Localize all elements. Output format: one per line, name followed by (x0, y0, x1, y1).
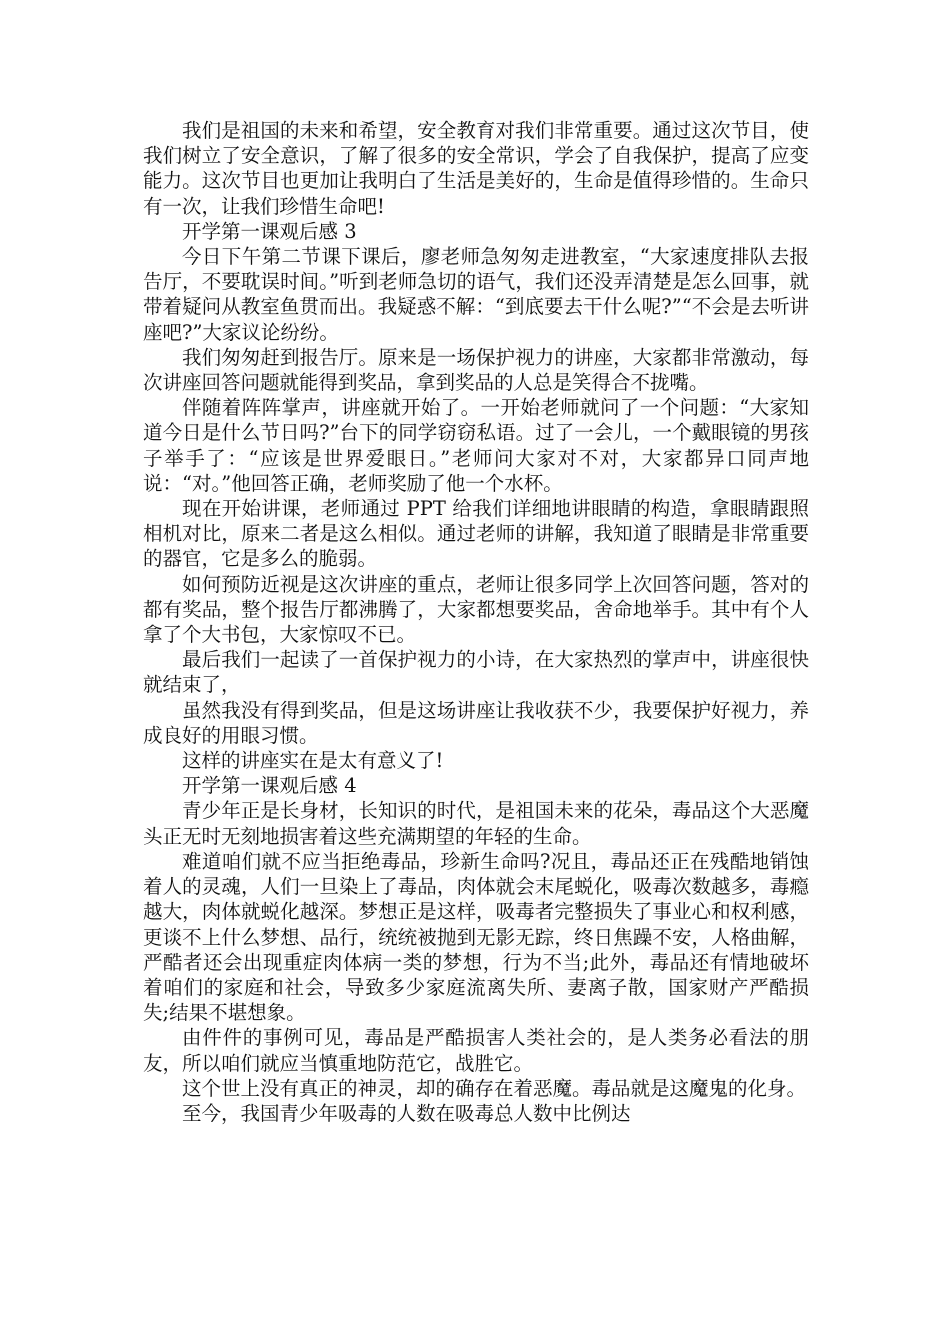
paragraph: 我们匆匆赶到报告厅。原来是一场保护视力的讲座，大家都非常激动，每次讲座回答问题就能得到奖品，拿到奖品的人总是笑得合不拢嘴。 (143, 345, 809, 395)
section-heading: 开学第一课观后感 3 (182, 219, 357, 243)
paragraph: 至今，我国青少年吸毒的人数在吸毒总人数中比例达 (182, 1101, 631, 1125)
paragraph: 伴随着阵阵掌声，讲座就开始了。一开始老师就问了一个问题：“大家知道今日是什么节日吗?”台下的同学窃窃私语。过了一会儿，一个戴眼镜的男孩子举手了：“应该是世界爱眼日。”老师问大家对不对，大家都异口同声地说：“对。”他回答正确，老师奖励了他一个水杯。 (143, 396, 809, 495)
paragraph: 难道咱们就不应当拒绝毒品，珍新生命吗?况且，毒品还正在残酷地销蚀着人的灵魂，人们一旦染上了毒品，肉体就会末尾蜕化，吸毒次数越多，毒瘾越大，肉体就蜕化越深。梦想正是这样，吸毒者完整损失了事业心和权利感，更谈不上什么梦想、品行，统统被抛到无影无踪，终日焦躁不安，人格曲解，严酷者还会出现重症肉体病一类的梦想，行为不当;此外，毒品还有情地破坏着咱们的家庭和社会，导致多少家庭流离失所、妻离子散，国家财产严酷损失;结果不堪想象。 (143, 849, 809, 1025)
paragraph: 现在开始讲课，老师通过 PPT 给我们详细地讲眼睛的构造，拿眼睛跟照相机对比，原来二者是这么相似。通过老师的讲解，我知道了眼睛是非常重要的器官，它是多么的脆弱。 (143, 497, 809, 571)
document-body (143, 118, 809, 1126)
paragraph: 由件件的事例可见，毒品是严酷损害人类社会的，是人类务必看法的朋友，所以咱们就应当慎重地防范它，战胜它。 (143, 1026, 809, 1075)
paragraph: 如何预防近视是这次讲座的重点，老师让很多同学上次回答问题，答对的都有奖品，整个报告厅都沸腾了，大家都想要奖品，舍命地举手。其中有个人拿了个大书包，大家惊叹不已。 (143, 572, 809, 647)
paragraph: 最后我们一起读了一首保护视力的小诗，在大家热烈的掌声中，讲座很快就结束了， (143, 648, 809, 697)
paragraph: 我们是祖国的未来和希望，安全教育对我们非常重要。通过这次节目，使我们树立了安全意识，了解了很多的安全常识，学会了自我保护，提高了应变能力。这次节目也更加让我明白了生活是美好的，生命是值得珍惜的。生命只有一次，让我们珍惜生命吧! (143, 119, 809, 218)
paragraph: 这个世上没有真正的神灵，却的确存在着恶魔。毒品就是这魔鬼的化身。 (182, 1076, 807, 1100)
section-heading: 开学第一课观后感 4 (182, 774, 357, 798)
paragraph: 青少年正是长身材，长知识的时代，是祖国未来的花朵，毒品这个大恶魔头正无时无刻地损害着这些充满期望的年轻的生命。 (143, 799, 809, 848)
paragraph: 虽然我没有得到奖品，但是这场讲座让我收获不少，我要保护好视力，养成良好的用眼习惯。 (143, 698, 809, 747)
paragraph: 今日下午第二节课下课后，廖老师急匆匆走进教室，“大家速度排队去报告厅，不要耽误时间。”听到老师急切的语气，我们还没弄清楚是怎么回事，就带着疑问从教室鱼贯而出。我疑惑不解：“到底要去干什么呢?”“不会是去听讲座吧?”大家议论纷纷。 (143, 245, 809, 344)
paragraph: 这样的讲座实在是太有意义了! (182, 749, 444, 773)
